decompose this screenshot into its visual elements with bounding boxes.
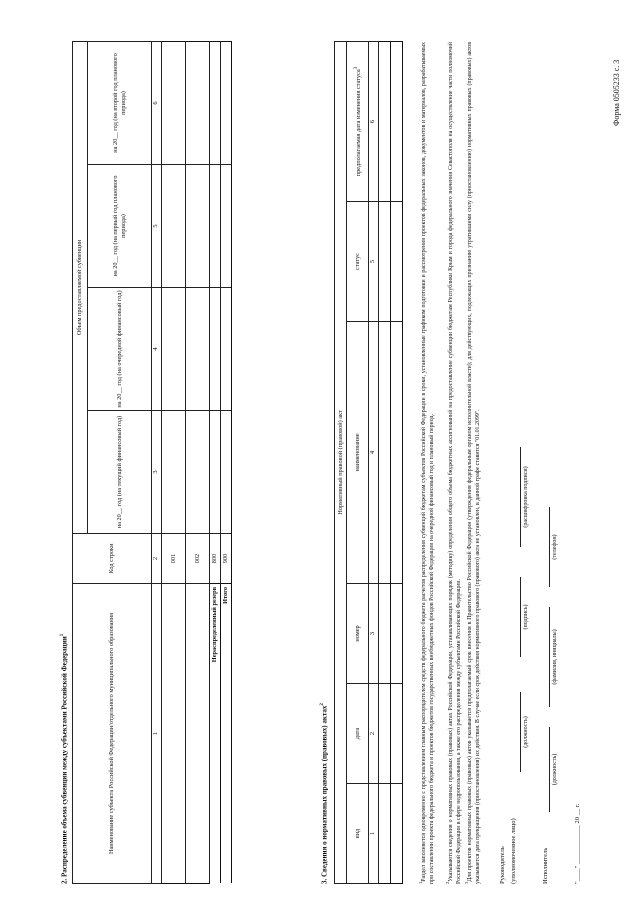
header-status: статус (347, 202, 369, 322)
header-year-next: на 20__ год (на очередной финансовый год) (88, 288, 152, 411)
footnote-3 (464, 42, 482, 884)
value-cell[interactable] (186, 41, 210, 164)
act-cell[interactable] (391, 684, 403, 784)
row-code: 900 (221, 534, 232, 584)
value-cell[interactable] (210, 41, 221, 164)
value-cell[interactable] (162, 41, 186, 164)
value-cell[interactable] (186, 411, 210, 534)
row-code: 800 (210, 534, 221, 584)
footnote-1-text: Раздел заполняется одновременно с представлением главным распорядителем средств федерального бюджета расчетов распределения субвенций бюджетам субъектов Российской Федерации в сроки, установленные графиком подготовки и рассмотрения проектов федеральных законов, документов и материалов, разрабатываемых при составлении проекта федерального бюджета и проектов бюджетов государственных внебюджетных фондов Российской Федерации на очередной финансовый год и плановый период. (420, 42, 435, 884)
value-cell[interactable] (210, 411, 221, 534)
colnum-6: 6 (369, 41, 379, 201)
executor-fio-caption: (фамилия, инициалы) (552, 629, 558, 685)
colnum-6: 6 (152, 41, 162, 164)
colnum-1: 1 (369, 784, 379, 884)
row-label-total: Итого (221, 584, 232, 884)
header-year-plan2: на 20__ год (на второй год планового периода) (88, 41, 152, 164)
table-row (391, 41, 403, 883)
head-signature-caption: (подпись) (523, 604, 529, 630)
act-cell[interactable] (379, 684, 391, 784)
act-cell[interactable] (391, 41, 403, 201)
executor-fio-line[interactable] (549, 607, 550, 707)
subvention-distribution-table (72, 41, 232, 884)
footnote-3-mark: 3 (464, 881, 469, 884)
rotated-page (52, 20, 602, 892)
footnote-2 (445, 42, 463, 884)
row-code: 001 (162, 534, 186, 584)
form-code-text: Форма 0505233 с. 3 (612, 59, 621, 126)
header-legal-act: Нормативный правовой (правовой) акт (335, 41, 347, 883)
column-numbers-row (369, 41, 379, 883)
act-cell[interactable] (379, 584, 391, 684)
section2-title-text: 2. Распределение объема субвенции между субъектами Российской Федерации (60, 636, 69, 884)
header-name: Наименование субъекта Российской Федерации/отдельного муниципального образования (73, 584, 152, 884)
header-change-date-ref: 3 (352, 66, 359, 70)
footnote-1 (418, 42, 436, 884)
act-cell[interactable] (379, 41, 391, 201)
table-row-total (221, 41, 232, 883)
head-sublabel: (уполномоченное лицо) (510, 818, 517, 884)
colnum-4: 4 (152, 288, 162, 411)
legal-acts-table (334, 41, 403, 884)
header-date: дата (347, 684, 369, 784)
executor-label: Исполнитель (542, 847, 549, 884)
header-vid: вид (347, 784, 369, 884)
act-cell[interactable] (391, 584, 403, 684)
header-number: номер (347, 584, 369, 684)
table-row (186, 41, 210, 883)
value-cell[interactable] (186, 288, 210, 411)
header-volume: Объем предоставляемой субвенции (73, 41, 88, 533)
row-name[interactable] (186, 584, 210, 884)
row-label-reserve: Нераспределенный резерв (211, 587, 219, 663)
value-cell[interactable] (210, 165, 221, 288)
table-row (162, 41, 186, 883)
head-decode-line[interactable] (520, 447, 521, 547)
header-year-current: на 20__ год (на текущий финансовый год) (88, 411, 152, 534)
section3-title-text: 3. Сведения о нормативных правовых (правовых) актах (320, 705, 329, 884)
value-cell[interactable] (162, 165, 186, 288)
value-cell[interactable] (162, 288, 186, 411)
footnote-2-mark: 2 (445, 881, 450, 884)
act-cell[interactable] (379, 322, 391, 584)
header-year-plan1: на 20__ год (на первый год планового периода) (88, 165, 152, 288)
executor-position-line[interactable] (549, 727, 550, 812)
head-label: Руководитель (499, 846, 506, 884)
row-code: 002 (186, 534, 210, 584)
colnum-2: 2 (369, 684, 379, 784)
table-row (379, 41, 391, 883)
column-numbers-row (152, 41, 162, 883)
header-change-date-text: предполагаемая дата изменения статуса (354, 69, 362, 177)
head-position-line[interactable] (520, 692, 521, 772)
act-cell[interactable] (391, 202, 403, 322)
value-cell[interactable] (186, 165, 210, 288)
act-cell[interactable] (379, 202, 391, 322)
table-row-reserve (210, 41, 221, 883)
footnote-1-mark: 1 (418, 881, 423, 884)
executor-position-caption: (должность) (552, 753, 558, 786)
colnum-5: 5 (369, 202, 379, 322)
value-cell[interactable] (221, 41, 232, 164)
head-signature-line[interactable] (520, 577, 521, 657)
colnum-2: 2 (152, 534, 162, 584)
footnote-2-text: Указываются сведения о нормативных правовых (правовых) актах Российской Федерации, устанавливающих порядок (методику) определения общего объема бюджетных ассигнований на предоставление субвенции бюджетам Республики Крым и города федерального значения Севастополя на осуществление части полномочий Российской Федерации в сфере недропользования, а также его распределения между субъектами Российской Федерации. (447, 42, 462, 884)
form-code (612, 6, 632, 126)
colnum-1: 1 (152, 584, 162, 884)
colnum-4: 4 (369, 322, 379, 584)
act-cell[interactable] (391, 322, 403, 584)
value-cell[interactable] (221, 288, 232, 411)
act-cell[interactable] (379, 784, 391, 884)
header-act-name: наименование (347, 322, 369, 584)
colnum-5: 5 (152, 165, 162, 288)
section3-footnote-ref: 2 (320, 703, 325, 706)
section3-title (320, 703, 329, 884)
executor-phone-line[interactable] (549, 507, 550, 587)
value-cell[interactable] (162, 411, 186, 534)
colnum-3: 3 (369, 584, 379, 684)
executor-phone-caption: (телефон) (552, 534, 558, 560)
form-canvas (52, 20, 602, 892)
section2-title (60, 634, 69, 884)
value-cell[interactable] (221, 165, 232, 288)
act-cell[interactable] (391, 784, 403, 884)
section2-footnote-ref: 1 (60, 633, 65, 637)
footnote-3-text: Для проектов нормативных правовых (правовых) актов указывается предполагаемый срок внесения в Правительство Российской Федерации (утверждения федеральным органом исполнительной власти); для действующих, подлежащих признанию утратившими силу (приостановлению) нормативных правовых (правовых) актов указывается дата прекращения (приостановления) их действия. В случае если срок действия нормативного правового (правового) акта не установлен, в данной графе ставится "01.01.2099". (466, 42, 481, 884)
header-change-date (347, 41, 369, 201)
head-position-caption: (должность) (523, 716, 529, 748)
value-cell[interactable] (221, 411, 232, 534)
header-code: Код строки (73, 534, 152, 584)
value-cell[interactable] (210, 288, 221, 411)
head-decode-caption: (расшифровка подписи) (523, 466, 529, 528)
date-line[interactable]: "____" ____________ 20 __ г. (574, 803, 581, 884)
colnum-3: 3 (152, 411, 162, 534)
row-name[interactable] (162, 584, 186, 884)
